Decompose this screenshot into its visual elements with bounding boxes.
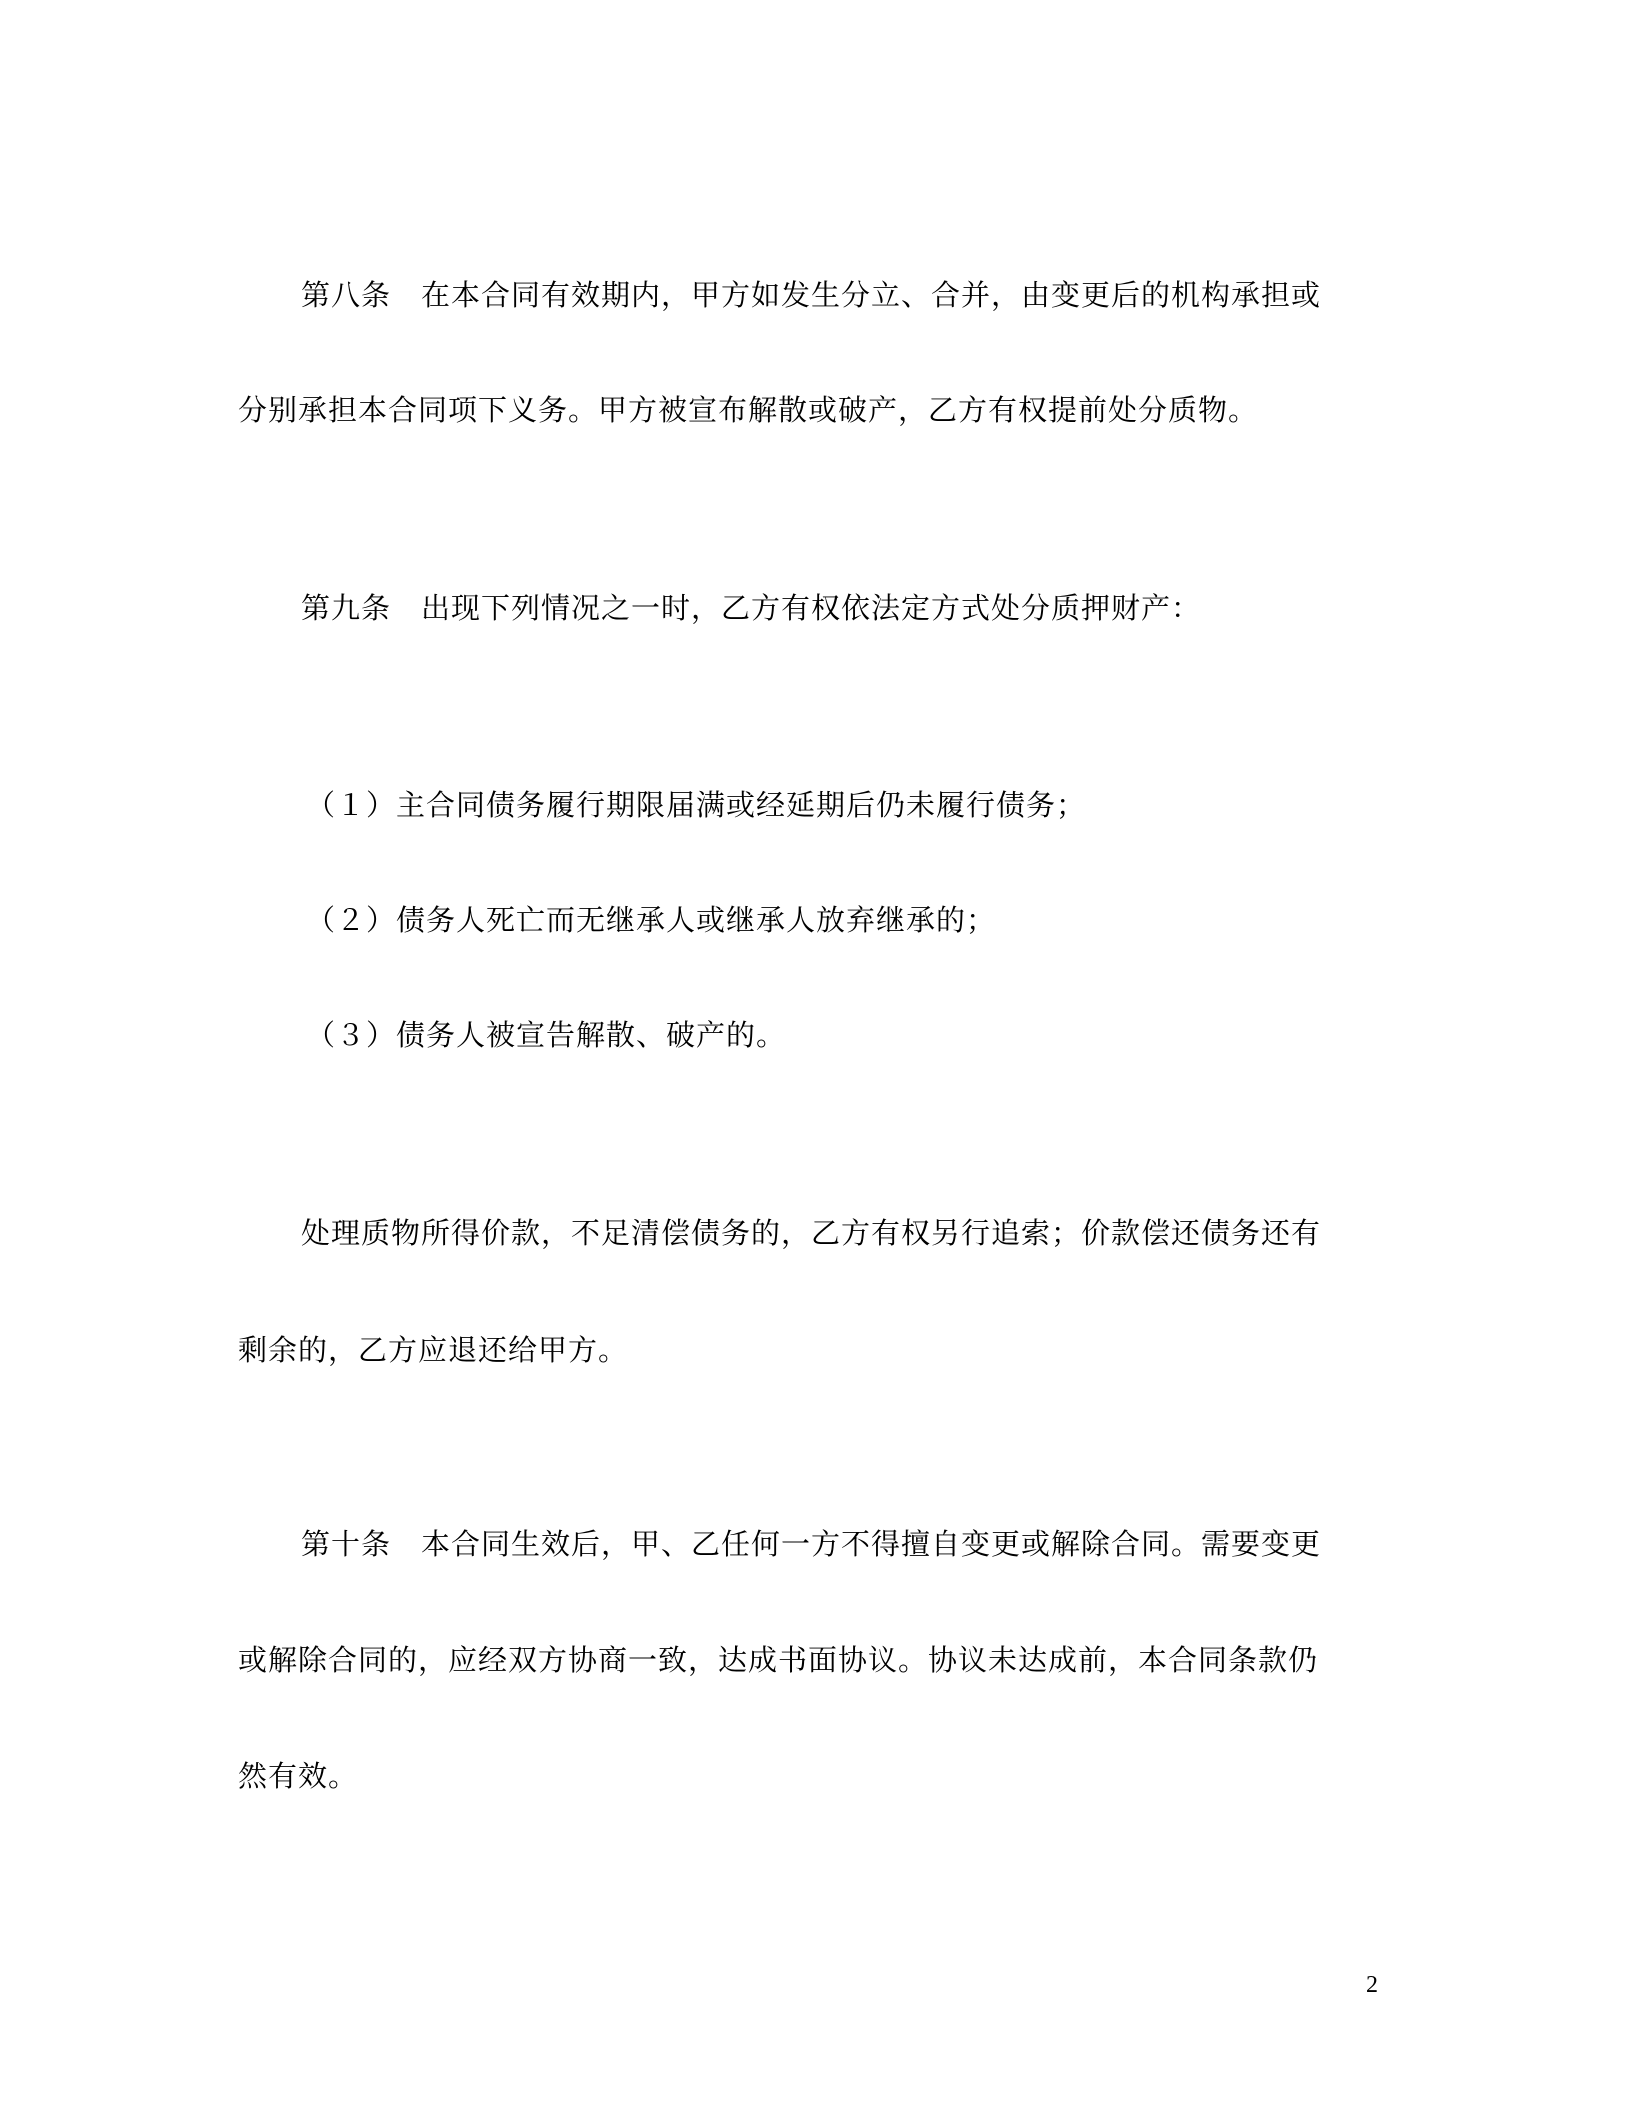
page-number: 2	[1366, 1972, 1378, 1998]
article-10-line-1: 第十条 本合同生效后，甲、乙任何一方不得擅自变更或解除合同。需要变更	[301, 1527, 1322, 1561]
article-10-line-2: 或解除合同的，应经双方协商一致，达成书面协议。协议未达成前，本合同条款仍	[238, 1643, 1319, 1677]
article-9-item-3: （３）债务人被宣告解散、破产的。	[306, 1018, 787, 1052]
article-8-line-1: 第八条 在本合同有效期内，甲方如发生分立、合并，由变更后的机构承担或	[301, 278, 1322, 312]
article-10-line-3: 然有效。	[238, 1759, 359, 1793]
article-8-line-2: 分别承担本合同项下义务。甲方被宣布解散或破产，乙方有权提前处分质物。	[238, 393, 1259, 427]
article-9-item-1: （１）主合同债务履行期限届满或经延期后仍未履行债务；	[306, 788, 1087, 822]
proceeds-line-1: 处理质物所得价款，不足清偿债务的，乙方有权另行追索；价款偿还债务还有	[301, 1216, 1322, 1250]
article-9-item-2: （２）债务人死亡而无继承人或继承人放弃继承的；	[306, 903, 997, 937]
article-9-intro: 第九条 出现下列情况之一时，乙方有权依法定方式处分质押财产：	[301, 591, 1202, 625]
proceeds-line-2: 剩余的，乙方应退还给甲方。	[238, 1333, 629, 1367]
